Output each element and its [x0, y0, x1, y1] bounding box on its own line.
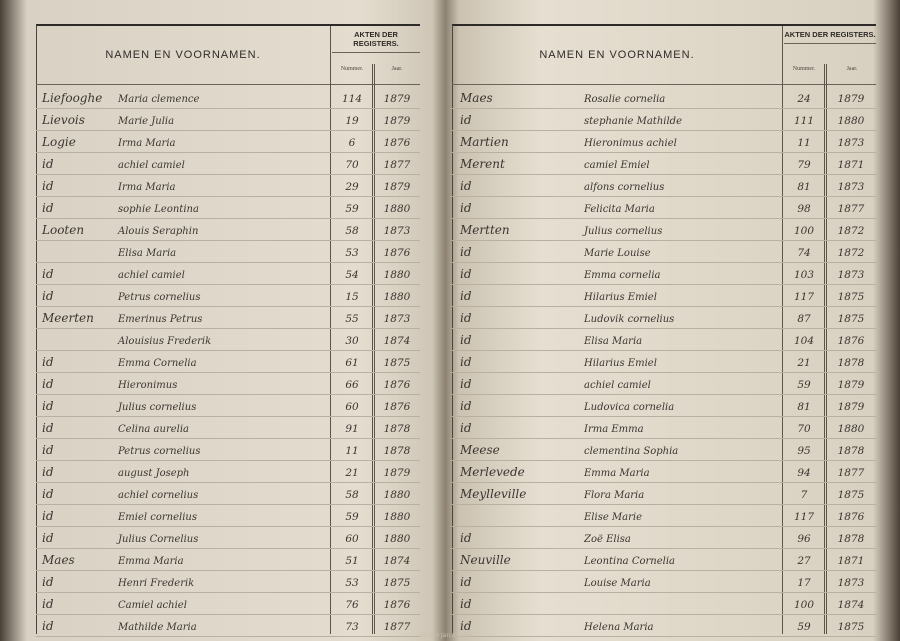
act-year: 1875 [383, 577, 411, 589]
act-year: 1874 [383, 335, 411, 347]
header-rule [452, 84, 876, 85]
act-number: 61 [345, 357, 359, 369]
register-row [36, 196, 420, 219]
given-names-text: achiel camiel [118, 270, 185, 281]
act-year: 1879 [837, 379, 865, 391]
given-names-text: camiel Emiel [584, 160, 650, 171]
act-year: 1880 [837, 115, 865, 127]
surname-text: id [460, 355, 472, 369]
register-row [452, 284, 876, 307]
surname-text: id [42, 531, 54, 545]
act-year: 1880 [383, 489, 411, 501]
register-row [36, 328, 420, 351]
surname-text: id [42, 465, 54, 479]
surname-text: Meese [460, 443, 500, 457]
left-page [36, 14, 420, 634]
register-row [452, 108, 876, 131]
given-names-text: achiel camiel [584, 380, 651, 391]
act-year: 1879 [383, 181, 411, 193]
register-row [452, 86, 876, 109]
register-row [452, 196, 876, 219]
given-names-text: Irma Maria [118, 182, 176, 193]
given-names-text: Hilarius Emiel [584, 358, 657, 369]
act-number: 73 [345, 621, 359, 633]
act-number: 103 [793, 269, 815, 281]
given-names-text: Henri Frederik [118, 578, 195, 589]
act-year: 1880 [383, 203, 411, 215]
act-number: 95 [797, 445, 811, 457]
given-names-text: Emma Maria [118, 556, 184, 567]
act-number: 96 [797, 533, 811, 545]
register-row [452, 614, 876, 637]
act-number: 59 [345, 511, 359, 523]
act-number: 117 [793, 511, 815, 523]
given-names-text: Alouisius Frederik [118, 336, 212, 347]
names-heading: NAMEN EN VOORNAMEN. [105, 49, 261, 61]
act-number: 19 [345, 115, 359, 127]
surname-text: id [42, 267, 54, 281]
surname-text: id [460, 311, 472, 325]
surname-text: Maes [460, 91, 493, 105]
surname-text: id [460, 201, 472, 215]
given-names-text: Zoë Elisa [584, 534, 631, 545]
surname-text: id [42, 487, 54, 501]
act-year: 1878 [837, 533, 865, 545]
register-row [452, 526, 876, 549]
register-row [36, 284, 420, 307]
given-names-text: Hieronimus [118, 380, 178, 391]
act-year: 1873 [837, 269, 865, 281]
surname-text: id [42, 399, 54, 413]
given-names-text: Hieronimus achiel [584, 138, 677, 149]
act-number: 54 [345, 269, 359, 281]
register-row [452, 394, 876, 417]
given-names-text: Emiel cornelius [118, 512, 198, 523]
given-names-text: Helena Maria [584, 622, 654, 633]
given-names-text: Camiel achiel [118, 600, 187, 611]
nummer-heading: Nummer. [340, 66, 364, 72]
act-number: 30 [345, 335, 359, 347]
register-row [36, 108, 420, 131]
act-year: 1878 [383, 445, 411, 457]
register-row [36, 372, 420, 395]
act-number: 55 [345, 313, 359, 325]
act-year: 1876 [383, 137, 411, 149]
act-year: 1873 [383, 313, 411, 325]
act-year: 1875 [837, 313, 865, 325]
act-number: 53 [345, 577, 359, 589]
register-row [36, 504, 420, 527]
act-year: 1874 [383, 555, 411, 567]
register-row [36, 460, 420, 483]
register-row [36, 438, 420, 461]
register-row [36, 592, 420, 615]
surname-text: id [42, 201, 54, 215]
given-names-text: Julius Cornelius [118, 534, 199, 545]
register-row [36, 350, 420, 373]
surname-text: Looten [42, 223, 85, 237]
akten-heading: AKTEN DER REGISTERS. [784, 30, 876, 44]
surname-text: id [42, 575, 54, 589]
act-year: 1879 [837, 93, 865, 105]
given-names-text: Rosalie cornelia [584, 94, 666, 105]
act-year: 1880 [383, 511, 411, 523]
surname-text: id [42, 355, 54, 369]
act-year: 1880 [383, 533, 411, 545]
act-number: 117 [793, 291, 815, 303]
act-year: 1878 [383, 423, 411, 435]
surname-text: id [460, 421, 472, 435]
surname-text: Merlevede [460, 465, 525, 479]
act-year: 1876 [383, 247, 411, 259]
surname-text: Meerten [42, 311, 94, 325]
act-number: 87 [797, 313, 811, 325]
akten-heading: AKTEN DER REGISTERS. [332, 30, 420, 53]
given-names-text: Emma Maria [584, 468, 650, 479]
register-row [452, 262, 876, 285]
photo-credit: Studio Jan Studio [420, 632, 472, 639]
nummer-heading: Nummer. [792, 66, 816, 72]
jaar-heading: Jaar. [846, 66, 858, 72]
act-number: 7 [800, 489, 808, 501]
surname-text: id [42, 619, 54, 633]
register-row [36, 416, 420, 439]
act-number: 59 [797, 379, 811, 391]
act-year: 1876 [837, 335, 865, 347]
surname-text: Martien [460, 135, 509, 149]
right-page [452, 14, 876, 634]
act-year: 1875 [383, 357, 411, 369]
act-year: 1879 [383, 115, 411, 127]
act-number: 15 [345, 291, 359, 303]
register-row [452, 548, 876, 571]
act-number: 81 [797, 401, 811, 413]
act-year: 1878 [837, 357, 865, 369]
surname-text: id [460, 245, 472, 259]
surname-text: id [460, 597, 472, 611]
act-year: 1873 [837, 181, 865, 193]
given-names-text: Mathilde Maria [118, 622, 197, 633]
act-number: 111 [793, 115, 815, 127]
register-row [36, 306, 420, 329]
surname-text: id [460, 113, 472, 127]
surname-text: id [460, 531, 472, 545]
given-names-text: Flora Maria [584, 490, 645, 501]
act-number: 21 [797, 357, 811, 369]
surname-text: Merent [460, 157, 505, 171]
act-year: 1873 [837, 577, 865, 589]
act-number: 21 [345, 467, 359, 479]
given-names-text: Alouis Seraphin [118, 226, 199, 237]
surname-text: id [42, 377, 54, 391]
given-names-text: Celina aurelia [118, 424, 190, 435]
act-number: 104 [793, 335, 815, 347]
given-names-text: Emerinus Petrus [118, 314, 203, 325]
register-row [452, 482, 876, 505]
act-year: 1876 [383, 401, 411, 413]
register-row [36, 152, 420, 175]
act-year: 1876 [383, 599, 411, 611]
surname-text: id [460, 267, 472, 281]
act-year: 1877 [837, 203, 865, 215]
given-names-text: Leontina Cornelia [584, 556, 675, 567]
register-row [452, 460, 876, 483]
given-names-text: Hilarius Emiel [584, 292, 657, 303]
surname-text: id [42, 179, 54, 193]
given-names-text: sophie Leontina [118, 204, 199, 215]
act-number: 58 [345, 225, 359, 237]
act-year: 1879 [383, 467, 411, 479]
register-row [452, 174, 876, 197]
act-number: 17 [797, 577, 811, 589]
given-names-text: achiel cornelius [118, 490, 199, 501]
register-row [452, 306, 876, 329]
surname-text: Meylleville [460, 487, 527, 501]
act-number: 60 [345, 533, 359, 545]
right-header [452, 26, 876, 84]
given-names-text: Elise Marie [584, 512, 643, 523]
given-names-text: clementina Sophia [584, 446, 679, 457]
act-year: 1879 [837, 401, 865, 413]
header-rule [36, 84, 420, 85]
act-number: 100 [793, 599, 815, 611]
given-names-text: Julius cornelius [584, 226, 663, 237]
names-heading: NAMEN EN VOORNAMEN. [539, 49, 695, 61]
register-row [452, 416, 876, 439]
given-names-text: august Joseph [118, 468, 190, 479]
act-number: 66 [345, 379, 359, 391]
left-header [36, 26, 420, 84]
act-year: 1876 [837, 511, 865, 523]
given-names-text: Elisa Maria [584, 336, 643, 347]
surname-text: Lievois [42, 113, 85, 127]
register-row [36, 526, 420, 549]
register-row [452, 372, 876, 395]
given-names-text: Marie Louise [584, 248, 651, 259]
surname-text: id [42, 509, 54, 523]
act-number: 59 [345, 203, 359, 215]
act-year: 1880 [383, 291, 411, 303]
surname-text: id [42, 421, 54, 435]
act-number: 58 [345, 489, 359, 501]
surname-text: id [460, 377, 472, 391]
act-year: 1871 [837, 159, 865, 171]
act-number: 81 [797, 181, 811, 193]
register-row [452, 328, 876, 351]
act-number: 11 [797, 137, 811, 149]
act-number: 100 [793, 225, 815, 237]
act-year: 1873 [837, 137, 865, 149]
register-row [452, 240, 876, 263]
act-number: 70 [345, 159, 359, 171]
given-names-text: stephanie Mathilde [584, 116, 682, 127]
act-number: 53 [345, 247, 359, 259]
act-year: 1874 [837, 599, 865, 611]
act-year: 1875 [837, 291, 865, 303]
surname-text: id [460, 619, 472, 633]
act-number: 114 [341, 93, 363, 105]
register-row [36, 240, 420, 263]
act-number: 76 [345, 599, 359, 611]
register-row [452, 570, 876, 593]
jaar-heading: Jaar. [391, 66, 403, 72]
act-number: 59 [797, 621, 811, 633]
act-number: 79 [797, 159, 811, 171]
given-names-text: Petrus cornelius [118, 446, 201, 457]
surname-text: id [460, 399, 472, 413]
act-year: 1877 [837, 467, 865, 479]
surname-text: id [460, 179, 472, 193]
act-year: 1875 [837, 621, 865, 633]
register-row [452, 218, 876, 241]
register-row [36, 218, 420, 241]
given-names-text: Ludovik cornelius [584, 314, 675, 325]
surname-text: id [42, 157, 54, 171]
act-year: 1878 [837, 445, 865, 457]
given-names-text: Marie Julia [118, 116, 175, 127]
register-row [36, 548, 420, 571]
surname-text: Mertten [460, 223, 510, 237]
act-number: 6 [348, 137, 356, 149]
given-names-text: Emma Cornelia [118, 358, 197, 369]
surname-text: id [42, 289, 54, 303]
surname-text: Neuville [460, 553, 511, 567]
act-number: 70 [797, 423, 811, 435]
given-names-text: alfons cornelius [584, 182, 665, 193]
register-row [452, 350, 876, 373]
act-year: 1872 [837, 247, 865, 259]
act-number: 98 [797, 203, 811, 215]
register-row [36, 86, 420, 109]
register-row [452, 438, 876, 461]
act-number: 51 [345, 555, 359, 567]
act-number: 94 [797, 467, 811, 479]
act-number: 60 [345, 401, 359, 413]
given-names-text: Petrus cornelius [118, 292, 201, 303]
register-row [452, 504, 876, 527]
act-year: 1880 [383, 269, 411, 281]
given-names-text: Julius cornelius [118, 402, 197, 413]
act-year: 1876 [383, 379, 411, 391]
act-year: 1872 [837, 225, 865, 237]
act-number: 27 [797, 555, 811, 567]
given-names-text: Emma cornelia [584, 270, 661, 281]
register-row [36, 482, 420, 505]
surname-text: id [460, 289, 472, 303]
given-names-text: Irma Emma [584, 424, 644, 435]
given-names-text: Ludovica cornelia [584, 402, 675, 413]
act-number: 29 [345, 181, 359, 193]
act-number: 74 [797, 247, 811, 259]
act-number: 24 [797, 93, 811, 105]
register-row [452, 130, 876, 153]
surname-text: Logie [42, 135, 76, 149]
surname-text: id [42, 597, 54, 611]
act-year: 1877 [383, 621, 411, 633]
given-names-text: Louise Maria [584, 578, 651, 589]
act-year: 1875 [837, 489, 865, 501]
surname-text: id [42, 443, 54, 457]
surname-text: Liefooghe [42, 91, 103, 105]
register-row [36, 262, 420, 285]
given-names-text: Maria clemence [118, 94, 200, 105]
given-names-text: achiel camiel [118, 160, 185, 171]
given-names-text: Elisa Maria [118, 248, 177, 259]
act-number: 91 [345, 423, 359, 435]
register-row [452, 592, 876, 615]
register-row [36, 130, 420, 153]
act-year: 1877 [383, 159, 411, 171]
act-year: 1871 [837, 555, 865, 567]
given-names-text: Irma Maria [118, 138, 176, 149]
act-number: 11 [345, 445, 359, 457]
act-year: 1873 [383, 225, 411, 237]
register-row [452, 152, 876, 175]
register-row [36, 394, 420, 417]
register-row [36, 174, 420, 197]
register-row [36, 614, 420, 637]
act-year: 1879 [383, 93, 411, 105]
surname-text: id [460, 575, 472, 589]
register-row [36, 570, 420, 593]
surname-text: id [460, 333, 472, 347]
given-names-text: Felicita Maria [584, 204, 655, 215]
surname-text: Maes [42, 553, 75, 567]
act-year: 1880 [837, 423, 865, 435]
